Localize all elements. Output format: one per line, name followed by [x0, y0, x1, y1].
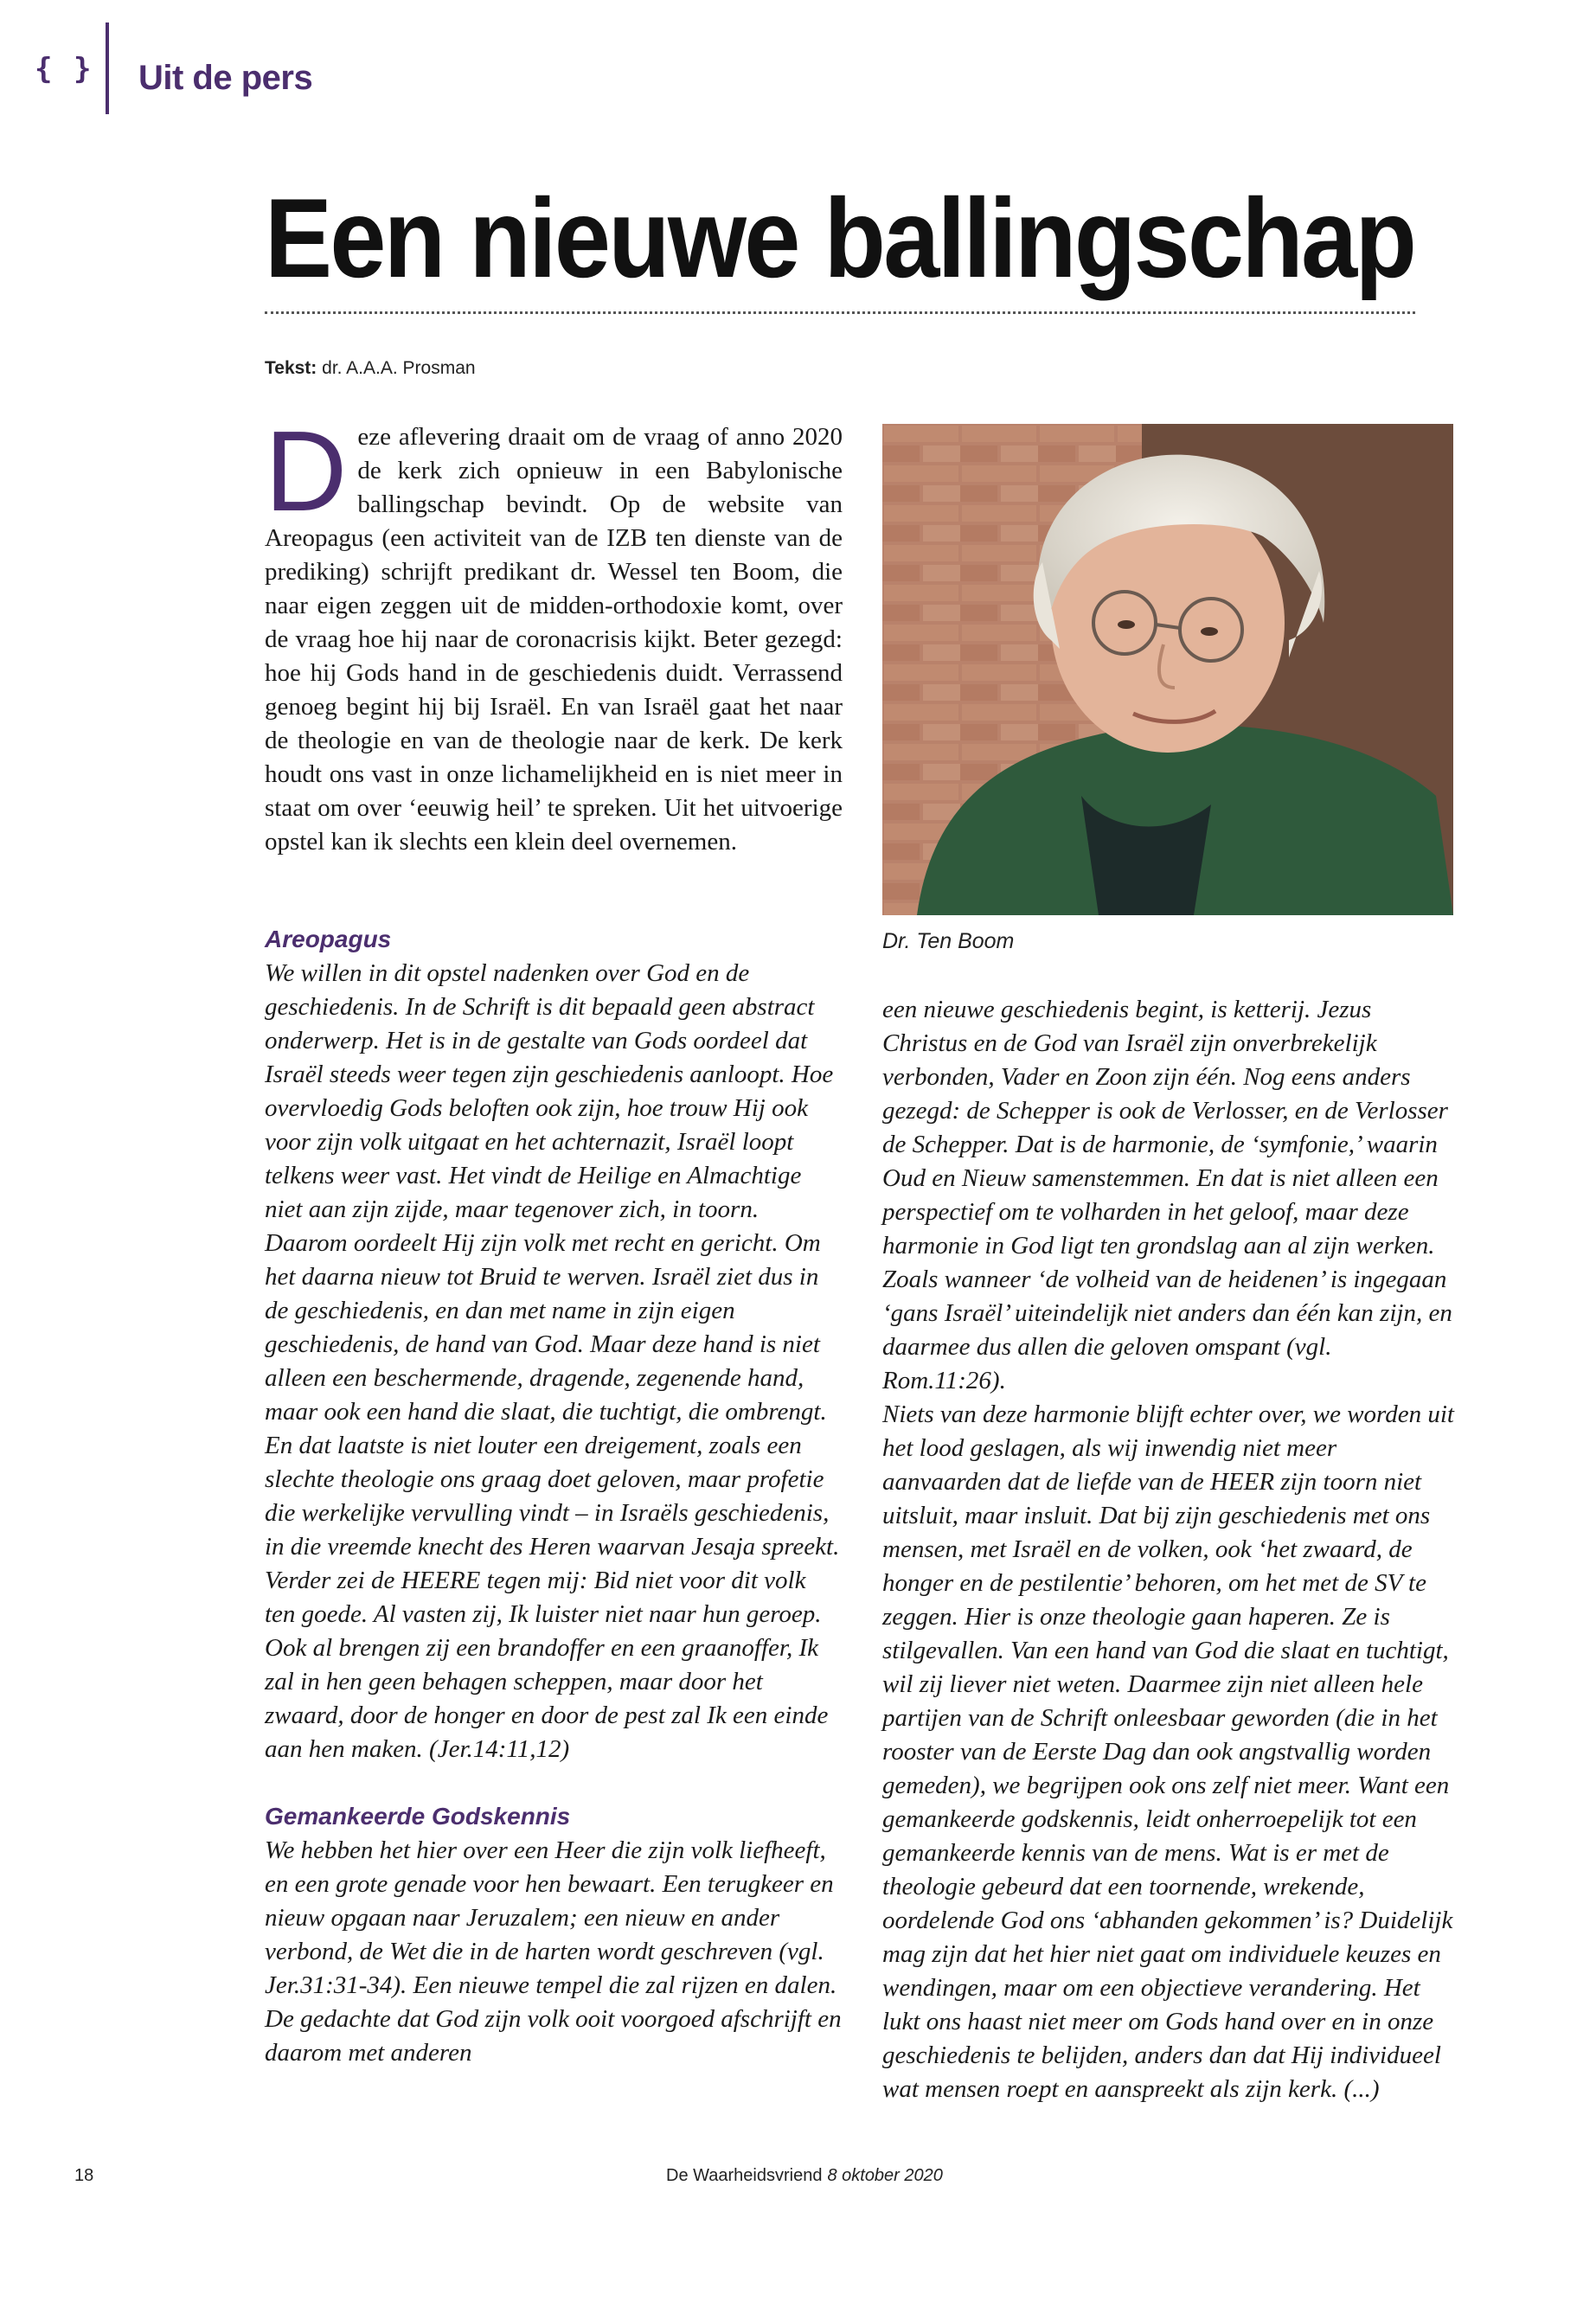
publication-date: 8 oktober 2020	[827, 2166, 943, 2185]
intro-text: eze aflevering draait om de vraag of anno 2020 de kerk zich opnieuw in een Babylonische ballingschap bevindt. Op de website van Areopagus (een activiteit van de IZB ten dienste van de prediking) schrijft predikant dr. Wessel ten Boom, die naar eigen zeggen uit de midden-orthodoxie komt, over de vraag hoe hij naar de coronacrisis kijkt. Beter gezegd: hoe hij Gods hand in de geschiedenis duidt. Verrassend genoeg begint hij bij Israël. En van Israël gaat het naar de theologie en van de theologie naar de kerk. De kerk houdt ons vast in onze lichamelijkheid en is niet meer in staat om over ‘eeuwig heil’ te spreken. Uit het uitvoerige opstel kan ik slechts een klein deel overnemen.	[265, 423, 843, 856]
portrait-illustration	[882, 424, 1453, 915]
byline	[265, 358, 476, 379]
section-heading-areopagus: Areopagus	[265, 926, 392, 952]
page-number: 18	[74, 2166, 94, 2185]
right-paragraph-1: een nieuwe geschiedenis begint, is ketterij. Jezus Christus en de God van Israël zijn onverbrekelijk verbonden, Vader en Zoon zijn één. Nog eens anders gezegd: de Schepper is ook de Verlosser, en de Verlosser de Schepper. Dat is de harmonie, de ‘symfonie,’ waarin Oud en Nieuw samenstemmen. En dat is niet alleen een perspectief om te volharden in het geloof, maar deze harmonie in God ligt ten grondslag aan al zijn werken. Zoals wanneer ‘de volheid van de heidenen’ is ingegaan ‘gans Israël’ uiteindelijk niet anders dan één kan zijn, en daarmee dus allen die geloven omspant (vgl. Rom.11:26).	[882, 996, 1452, 1394]
section1-paragraph-2: Verder zei de HEERE tegen mij: Bid niet voor dit volk ten goede. Al vasten zij, Ik luister niet naar hun geroep. Ook al brengen zij een brandoffer en een graanoffer, Ik zal in hen geen behagen scheppen, maar door het zwaard, door de honger en door de pest zal Ik een einde aan hen maken. (Jer.14:11,12)	[265, 1567, 829, 1763]
publication-name: De Waarheidsvriend	[666, 2166, 823, 2185]
author-photo	[882, 424, 1453, 915]
intro-paragraph	[265, 407, 843, 859]
section-label: Uit de pers	[138, 59, 313, 97]
brace-icon: { }	[35, 52, 93, 87]
title-divider	[265, 311, 1415, 314]
right-paragraph-2: Niets van deze harmonie blijft echter over, we worden uit het lood geslagen, als wij inwendig niet meer aanvaarden dat de liefde van de HEER zijn toorn niet uitsluit, maar insluit. Dat bij zijn geschiedenis met ons mensen, met Israël en de volken, ook ‘het zwaard, de honger en de pestilentie’ behoren, om het met de SV te zeggen. Hier is onze theologie gaan haperen. Ze is stilgevallen. Van een hand van God die slaat en tuchtigt, wil zij liever niet weten. Daarmee zijn niet alleen hele partijen van de Schrift onleesbaar geworden (die in het rooster van de Eerste Dag dan ook angstvallig worden gemeden), we begrijpen ook ons zelf niet meer. Want een gemankeerde godskennis, leidt onherroepelijk tot een gemankeerde kennis van de mens. Wat is er met de theologie gebeurd dat een toornende, wrekende, oordelende God ons ‘abhanden gekommen’ is? Duidelijk mag zijn dat het hier niet gaat om individuele keuzes en wendingen, maar om een objectieve verandering. Het lukt ons haast niet meer om Gods hand over en in onze geschiedenis te belijden, anders dan dat Hij individueel wat mensen roept en aanspreekt als zijn kerk. (...)	[882, 1400, 1454, 2103]
drop-cap: D	[265, 407, 348, 535]
byline-label: Tekst:	[265, 358, 317, 378]
left-column	[265, 922, 843, 2070]
section1-paragraph-1: We willen in dit opstel nadenken over God en de geschiedenis. In de Schrift is dit bepaald geen abstract onderwerp. Het is in de gestalte van Gods oordeel dat Israël steeds weer tegen zijn geschiedenis aanloopt. Hoe overvloedig Gods beloften ook zijn, hoe trouw Hij ook voor zijn volk uitgaat en het achternazit, Israël loopt telkens weer vast. Het vindt de Heilige en Almachtige niet aan zijn zijde, maar tegenover zich, in toorn. Daarom oordeelt Hij zijn volk met recht en gericht. Om het daarna nieuw tot Bruid te werven. Israël ziet dus in de geschiedenis, en dan met name in zijn eigen geschiedenis, de hand van God. Maar deze hand is niet alleen een beschermende, dragende, zegenende hand, maar ook een hand die slaat, die tuchtigt, die ombrengt. En dat laatste is niet louter een dreigement, zoals een slechte theologie ons graag doet geloven, maar profetie die werkelijke vervulling vindt – in Israëls geschiedenis, in die vreemde knecht des Heren waarvan Jesaja spreekt.	[265, 959, 840, 1561]
footer-publication	[666, 2166, 943, 2186]
photo-caption: Dr. Ten Boom	[882, 929, 1015, 953]
section-heading-godskennis: Gemankeerde Godskennis	[265, 1803, 571, 1830]
byline-author: dr. A.A.A. Prosman	[322, 358, 476, 378]
article-title: Een nieuwe ballingschap	[265, 175, 1415, 301]
section2-paragraph-1: We hebben het hier over een Heer die zijn volk liefheeft, en een grote genade voor hen bewaart. Een terugkeer en nieuw opgaan naar Jeruzalem; een nieuw en ander verbond, de Wet die in de harten wordt geschreven (vgl. Jer.31:31-34). Een nieuwe tempel die zal rijzen en dalen. De gedachte dat God zijn volk ooit voorgoed afschrijft en daarom met anderen	[265, 1836, 842, 2067]
header-divider	[106, 22, 109, 114]
right-column	[882, 993, 1460, 2106]
